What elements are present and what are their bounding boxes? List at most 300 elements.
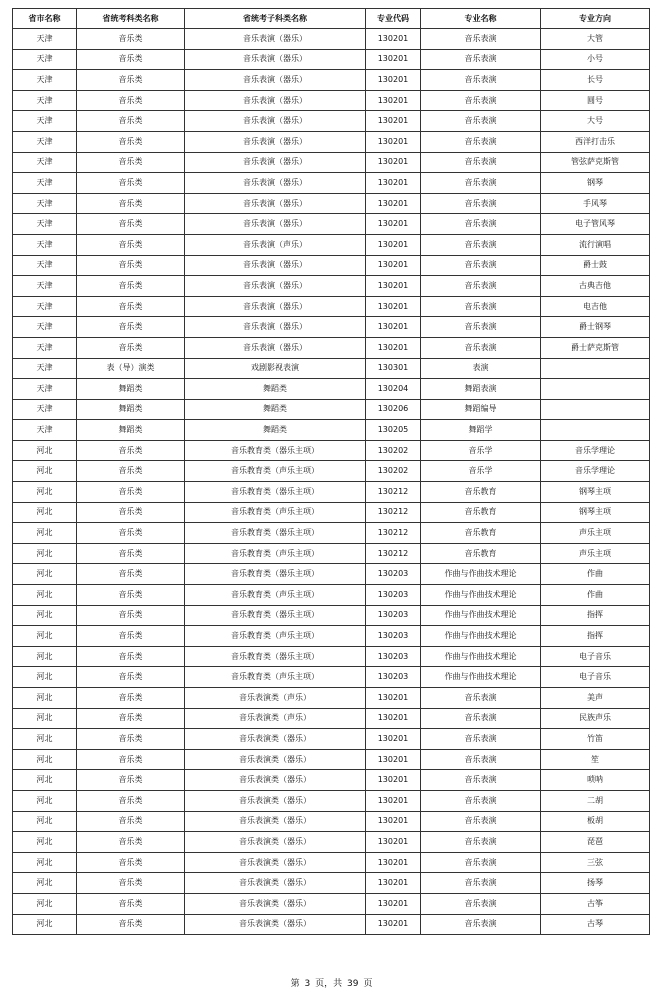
province-cell: 天津 <box>13 337 77 358</box>
province-cell: 河北 <box>13 770 77 791</box>
major-code-cell: 130201 <box>366 90 421 111</box>
subcategory-cell: 音乐表演类（声乐） <box>185 708 366 729</box>
major-direction-cell: 琵琶 <box>541 832 650 853</box>
category-cell: 音乐类 <box>77 276 185 297</box>
footer-mid: 页，共 <box>315 979 343 989</box>
table-row <box>13 29 650 50</box>
province-cell: 河北 <box>13 873 77 894</box>
category-cell: 音乐类 <box>77 873 185 894</box>
major-direction-cell: 大管 <box>541 29 650 50</box>
major-name-cell: 音乐表演 <box>421 90 541 111</box>
major-direction-cell: 声乐主项 <box>541 523 650 544</box>
subcategory-cell: 音乐表演（器乐） <box>185 111 366 132</box>
major-code-cell: 130201 <box>366 49 421 70</box>
major-code-cell: 130201 <box>366 749 421 770</box>
category-cell: 音乐类 <box>77 646 185 667</box>
major-direction-cell: 大号 <box>541 111 650 132</box>
province-cell: 河北 <box>13 482 77 503</box>
subcategory-cell: 音乐教育类（器乐主项） <box>185 646 366 667</box>
major-direction-cell: 古典吉他 <box>541 276 650 297</box>
major-name-cell: 音乐表演 <box>421 893 541 914</box>
table-row <box>13 49 650 70</box>
major-direction-cell: 美声 <box>541 688 650 709</box>
major-direction-cell: 作曲 <box>541 564 650 585</box>
major-direction-cell: 长号 <box>541 70 650 91</box>
subcategory-cell: 音乐表演（器乐） <box>185 276 366 297</box>
province-cell: 河北 <box>13 543 77 564</box>
province-cell: 河北 <box>13 852 77 873</box>
footer-page-number: 3 <box>304 979 311 989</box>
major-name-cell: 作曲与作曲技术理论 <box>421 564 541 585</box>
major-code-cell: 130201 <box>366 873 421 894</box>
major-name-cell: 音乐教育 <box>421 543 541 564</box>
category-cell: 音乐类 <box>77 482 185 503</box>
subcategory-cell: 舞蹈类 <box>185 399 366 420</box>
major-direction-cell: 西洋打击乐 <box>541 131 650 152</box>
category-cell: 音乐类 <box>77 234 185 255</box>
category-cell: 音乐类 <box>77 811 185 832</box>
major-name-cell: 音乐表演 <box>421 255 541 276</box>
major-name-cell: 音乐表演 <box>421 873 541 894</box>
category-cell: 音乐类 <box>77 893 185 914</box>
subcategory-cell: 音乐表演（器乐） <box>185 317 366 338</box>
subcategory-cell: 音乐表演类（器乐） <box>185 873 366 894</box>
major-name-cell: 音乐表演 <box>421 852 541 873</box>
major-code-cell: 130205 <box>366 420 421 441</box>
category-cell: 音乐类 <box>77 214 185 235</box>
footer-suffix: 页 <box>363 979 373 989</box>
major-code-cell: 130201 <box>366 893 421 914</box>
major-direction-cell <box>541 420 650 441</box>
province-cell: 河北 <box>13 626 77 647</box>
subcategory-cell: 音乐表演（器乐） <box>185 214 366 235</box>
subcategory-cell: 音乐表演类（器乐） <box>185 852 366 873</box>
major-code-cell: 130201 <box>366 234 421 255</box>
major-name-cell: 音乐表演 <box>421 749 541 770</box>
table-row <box>13 502 650 523</box>
subcategory-cell: 音乐表演类（器乐） <box>185 811 366 832</box>
province-cell: 河北 <box>13 688 77 709</box>
major-direction-cell: 流行演唱 <box>541 234 650 255</box>
province-cell: 天津 <box>13 131 77 152</box>
subcategory-cell: 音乐表演（器乐） <box>185 70 366 91</box>
category-cell: 音乐类 <box>77 605 185 626</box>
major-name-cell: 音乐教育 <box>421 523 541 544</box>
category-cell: 音乐类 <box>77 337 185 358</box>
major-code-cell: 130203 <box>366 605 421 626</box>
table-row <box>13 605 650 626</box>
major-name-cell: 音乐表演 <box>421 49 541 70</box>
table-row <box>13 770 650 791</box>
subcategory-cell: 音乐教育类（声乐主项） <box>185 502 366 523</box>
province-cell: 河北 <box>13 440 77 461</box>
major-name-cell: 音乐表演 <box>421 688 541 709</box>
major-direction-cell: 爵士鼓 <box>541 255 650 276</box>
major-direction-cell: 音乐学理论 <box>541 461 650 482</box>
table-row <box>13 873 650 894</box>
header-province: 省市名称 <box>13 9 77 29</box>
major-code-cell: 130201 <box>366 296 421 317</box>
major-code-cell: 130212 <box>366 502 421 523</box>
major-name-cell: 音乐表演 <box>421 790 541 811</box>
major-name-cell: 音乐学 <box>421 461 541 482</box>
table-row <box>13 296 650 317</box>
province-cell: 天津 <box>13 90 77 111</box>
category-cell: 音乐类 <box>77 626 185 647</box>
major-code-cell: 130201 <box>366 70 421 91</box>
major-name-cell: 音乐表演 <box>421 276 541 297</box>
major-code-cell: 130301 <box>366 358 421 379</box>
province-cell: 天津 <box>13 234 77 255</box>
major-direction-cell <box>541 358 650 379</box>
table-row <box>13 337 650 358</box>
province-cell: 河北 <box>13 729 77 750</box>
major-name-cell: 音乐表演 <box>421 214 541 235</box>
major-code-cell: 130201 <box>366 317 421 338</box>
major-code-cell: 130201 <box>366 29 421 50</box>
table-row <box>13 317 650 338</box>
province-cell: 河北 <box>13 461 77 482</box>
subcategory-cell: 音乐教育类（器乐主项） <box>185 605 366 626</box>
table-row <box>13 379 650 400</box>
major-direction-cell: 手风琴 <box>541 193 650 214</box>
major-code-cell: 130201 <box>366 914 421 935</box>
majors-table <box>12 8 650 935</box>
subcategory-cell: 舞蹈类 <box>185 379 366 400</box>
table-row <box>13 811 650 832</box>
major-direction-cell: 竹笛 <box>541 729 650 750</box>
category-cell: 音乐类 <box>77 564 185 585</box>
major-name-cell: 作曲与作曲技术理论 <box>421 667 541 688</box>
subcategory-cell: 音乐表演类（器乐） <box>185 914 366 935</box>
major-code-cell: 130203 <box>366 564 421 585</box>
major-code-cell: 130201 <box>366 131 421 152</box>
subcategory-cell: 音乐表演（器乐） <box>185 193 366 214</box>
subcategory-cell: 音乐表演（器乐） <box>185 152 366 173</box>
major-name-cell: 音乐表演 <box>421 770 541 791</box>
table-row <box>13 708 650 729</box>
category-cell: 音乐类 <box>77 832 185 853</box>
table-row <box>13 729 650 750</box>
major-code-cell: 130201 <box>366 729 421 750</box>
category-cell: 音乐类 <box>77 523 185 544</box>
category-cell: 音乐类 <box>77 90 185 111</box>
major-code-cell: 130201 <box>366 811 421 832</box>
category-cell: 音乐类 <box>77 70 185 91</box>
major-direction-cell: 笙 <box>541 749 650 770</box>
province-cell: 天津 <box>13 193 77 214</box>
table-row <box>13 667 650 688</box>
category-cell: 音乐类 <box>77 688 185 709</box>
category-cell: 音乐类 <box>77 852 185 873</box>
province-cell: 天津 <box>13 29 77 50</box>
table-row <box>13 585 650 606</box>
province-cell: 天津 <box>13 276 77 297</box>
subcategory-cell: 音乐教育类（声乐主项） <box>185 585 366 606</box>
major-direction-cell: 声乐主项 <box>541 543 650 564</box>
major-code-cell: 130203 <box>366 585 421 606</box>
major-direction-cell: 电子音乐 <box>541 646 650 667</box>
province-cell: 河北 <box>13 564 77 585</box>
major-name-cell: 音乐表演 <box>421 337 541 358</box>
province-cell: 天津 <box>13 214 77 235</box>
table-row <box>13 255 650 276</box>
category-cell: 音乐类 <box>77 914 185 935</box>
major-code-cell: 130201 <box>366 111 421 132</box>
major-name-cell: 音乐表演 <box>421 317 541 338</box>
major-direction-cell: 唢呐 <box>541 770 650 791</box>
major-name-cell: 音乐表演 <box>421 111 541 132</box>
category-cell: 舞蹈类 <box>77 379 185 400</box>
province-cell: 河北 <box>13 605 77 626</box>
subcategory-cell: 音乐表演类（声乐） <box>185 688 366 709</box>
table-row <box>13 543 650 564</box>
table-body <box>13 29 650 935</box>
category-cell: 音乐类 <box>77 29 185 50</box>
table-row <box>13 152 650 173</box>
major-code-cell: 130201 <box>366 770 421 791</box>
subcategory-cell: 音乐表演（器乐） <box>185 131 366 152</box>
subcategory-cell: 音乐表演（器乐） <box>185 49 366 70</box>
category-cell: 音乐类 <box>77 193 185 214</box>
subcategory-cell: 戏剧影视表演 <box>185 358 366 379</box>
header-category: 省统考科类名称 <box>77 9 185 29</box>
table-row <box>13 420 650 441</box>
province-cell: 河北 <box>13 790 77 811</box>
major-code-cell: 130203 <box>366 667 421 688</box>
major-direction-cell: 民族声乐 <box>541 708 650 729</box>
subcategory-cell: 音乐教育类（声乐主项） <box>185 461 366 482</box>
major-direction-cell: 板胡 <box>541 811 650 832</box>
major-direction-cell: 二胡 <box>541 790 650 811</box>
major-direction-cell: 扬琴 <box>541 873 650 894</box>
major-name-cell: 音乐表演 <box>421 708 541 729</box>
province-cell: 天津 <box>13 379 77 400</box>
category-cell: 音乐类 <box>77 173 185 194</box>
subcategory-cell: 音乐表演（声乐） <box>185 234 366 255</box>
major-direction-cell <box>541 379 650 400</box>
table-row <box>13 461 650 482</box>
table-row <box>13 626 650 647</box>
table-row <box>13 214 650 235</box>
major-code-cell: 130201 <box>366 173 421 194</box>
major-code-cell: 130201 <box>366 255 421 276</box>
major-name-cell: 音乐表演 <box>421 70 541 91</box>
province-cell: 天津 <box>13 399 77 420</box>
major-name-cell: 音乐表演 <box>421 131 541 152</box>
major-name-cell: 作曲与作曲技术理论 <box>421 585 541 606</box>
category-cell: 舞蹈类 <box>77 420 185 441</box>
table-row <box>13 276 650 297</box>
table-row <box>13 646 650 667</box>
major-name-cell: 音乐表演 <box>421 173 541 194</box>
major-direction-cell: 钢琴主项 <box>541 502 650 523</box>
major-name-cell: 作曲与作曲技术理论 <box>421 605 541 626</box>
table-row <box>13 688 650 709</box>
document-page <box>12 8 649 935</box>
major-code-cell: 130201 <box>366 852 421 873</box>
subcategory-cell: 音乐表演类（器乐） <box>185 749 366 770</box>
major-code-cell: 130206 <box>366 399 421 420</box>
category-cell: 音乐类 <box>77 152 185 173</box>
table-header-row <box>13 9 650 29</box>
category-cell: 音乐类 <box>77 708 185 729</box>
table-row <box>13 790 650 811</box>
major-name-cell: 舞蹈表演 <box>421 379 541 400</box>
footer-total-pages: 39 <box>347 979 359 989</box>
major-name-cell: 音乐教育 <box>421 482 541 503</box>
table-row <box>13 111 650 132</box>
major-direction-cell: 作曲 <box>541 585 650 606</box>
category-cell: 舞蹈类 <box>77 399 185 420</box>
table-row <box>13 914 650 935</box>
subcategory-cell: 音乐表演类（器乐） <box>185 729 366 750</box>
major-name-cell: 音乐表演 <box>421 29 541 50</box>
subcategory-cell: 音乐表演类（器乐） <box>185 893 366 914</box>
category-cell: 音乐类 <box>77 502 185 523</box>
major-code-cell: 130201 <box>366 790 421 811</box>
major-code-cell: 130204 <box>366 379 421 400</box>
major-name-cell: 作曲与作曲技术理论 <box>421 646 541 667</box>
category-cell: 音乐类 <box>77 296 185 317</box>
category-cell: 音乐类 <box>77 111 185 132</box>
table-row <box>13 234 650 255</box>
footer-prefix: 第 <box>290 979 300 989</box>
header-subcategory: 省统考子科类名称 <box>185 9 366 29</box>
table-row <box>13 358 650 379</box>
major-code-cell: 130212 <box>366 543 421 564</box>
province-cell: 天津 <box>13 173 77 194</box>
subcategory-cell: 音乐表演（器乐） <box>185 296 366 317</box>
major-code-cell: 130212 <box>366 523 421 544</box>
major-code-cell: 130201 <box>366 276 421 297</box>
table-row <box>13 399 650 420</box>
subcategory-cell: 音乐表演（器乐） <box>185 90 366 111</box>
table-row <box>13 193 650 214</box>
major-direction-cell: 电吉他 <box>541 296 650 317</box>
major-code-cell: 130202 <box>366 440 421 461</box>
subcategory-cell: 舞蹈类 <box>185 420 366 441</box>
major-direction-cell: 音乐学理论 <box>541 440 650 461</box>
page-footer <box>0 976 663 989</box>
major-name-cell: 音乐表演 <box>421 193 541 214</box>
subcategory-cell: 音乐教育类（声乐主项） <box>185 667 366 688</box>
major-direction-cell: 电子音乐 <box>541 667 650 688</box>
subcategory-cell: 音乐教育类（声乐主项） <box>185 543 366 564</box>
major-direction-cell: 爵士萨克斯管 <box>541 337 650 358</box>
subcategory-cell: 音乐表演（器乐） <box>185 337 366 358</box>
category-cell: 音乐类 <box>77 585 185 606</box>
category-cell: 音乐类 <box>77 667 185 688</box>
category-cell: 表（导）演类 <box>77 358 185 379</box>
subcategory-cell: 音乐教育类（声乐主项） <box>185 626 366 647</box>
table-row <box>13 440 650 461</box>
major-direction-cell <box>541 399 650 420</box>
category-cell: 音乐类 <box>77 770 185 791</box>
major-code-cell: 130212 <box>366 482 421 503</box>
province-cell: 天津 <box>13 152 77 173</box>
major-direction-cell: 管弦萨克斯管 <box>541 152 650 173</box>
major-name-cell: 音乐表演 <box>421 152 541 173</box>
major-direction-cell: 钢琴 <box>541 173 650 194</box>
province-cell: 天津 <box>13 296 77 317</box>
major-code-cell: 130201 <box>366 708 421 729</box>
major-code-cell: 130201 <box>366 214 421 235</box>
category-cell: 音乐类 <box>77 49 185 70</box>
major-name-cell: 音乐教育 <box>421 502 541 523</box>
subcategory-cell: 音乐表演类（器乐） <box>185 790 366 811</box>
major-direction-cell: 爵士钢琴 <box>541 317 650 338</box>
subcategory-cell: 音乐教育类（器乐主项） <box>185 523 366 544</box>
province-cell: 河北 <box>13 523 77 544</box>
major-name-cell: 音乐表演 <box>421 729 541 750</box>
subcategory-cell: 音乐表演（器乐） <box>185 173 366 194</box>
major-name-cell: 音乐表演 <box>421 811 541 832</box>
major-name-cell: 音乐表演 <box>421 914 541 935</box>
province-cell: 河北 <box>13 811 77 832</box>
header-major-direction: 专业方向 <box>541 9 650 29</box>
major-name-cell: 音乐表演 <box>421 296 541 317</box>
province-cell: 天津 <box>13 49 77 70</box>
province-cell: 天津 <box>13 70 77 91</box>
table-row <box>13 173 650 194</box>
province-cell: 河北 <box>13 646 77 667</box>
major-name-cell: 舞蹈学 <box>421 420 541 441</box>
table-row <box>13 90 650 111</box>
major-name-cell: 舞蹈编导 <box>421 399 541 420</box>
table-row <box>13 749 650 770</box>
table-row <box>13 523 650 544</box>
category-cell: 音乐类 <box>77 131 185 152</box>
category-cell: 音乐类 <box>77 440 185 461</box>
category-cell: 音乐类 <box>77 317 185 338</box>
table-row <box>13 131 650 152</box>
province-cell: 天津 <box>13 358 77 379</box>
major-name-cell: 作曲与作曲技术理论 <box>421 626 541 647</box>
major-name-cell: 表演 <box>421 358 541 379</box>
province-cell: 天津 <box>13 255 77 276</box>
major-code-cell: 130201 <box>366 337 421 358</box>
table-row <box>13 893 650 914</box>
province-cell: 河北 <box>13 893 77 914</box>
major-direction-cell: 古琴 <box>541 914 650 935</box>
subcategory-cell: 音乐教育类（器乐主项） <box>185 564 366 585</box>
table-row <box>13 852 650 873</box>
major-direction-cell: 电子管风琴 <box>541 214 650 235</box>
major-direction-cell: 钢琴主项 <box>541 482 650 503</box>
category-cell: 音乐类 <box>77 749 185 770</box>
table-row <box>13 70 650 91</box>
subcategory-cell: 音乐教育类（器乐主项） <box>185 482 366 503</box>
major-direction-cell: 指挥 <box>541 626 650 647</box>
major-direction-cell: 三弦 <box>541 852 650 873</box>
major-code-cell: 130203 <box>366 626 421 647</box>
province-cell: 河北 <box>13 667 77 688</box>
subcategory-cell: 音乐表演（器乐） <box>185 29 366 50</box>
province-cell: 天津 <box>13 317 77 338</box>
major-code-cell: 130201 <box>366 688 421 709</box>
subcategory-cell: 音乐教育类（器乐主项） <box>185 440 366 461</box>
category-cell: 音乐类 <box>77 729 185 750</box>
major-direction-cell: 指挥 <box>541 605 650 626</box>
major-code-cell: 130201 <box>366 832 421 853</box>
province-cell: 河北 <box>13 832 77 853</box>
category-cell: 音乐类 <box>77 790 185 811</box>
province-cell: 天津 <box>13 420 77 441</box>
subcategory-cell: 音乐表演（器乐） <box>185 255 366 276</box>
category-cell: 音乐类 <box>77 461 185 482</box>
province-cell: 天津 <box>13 111 77 132</box>
